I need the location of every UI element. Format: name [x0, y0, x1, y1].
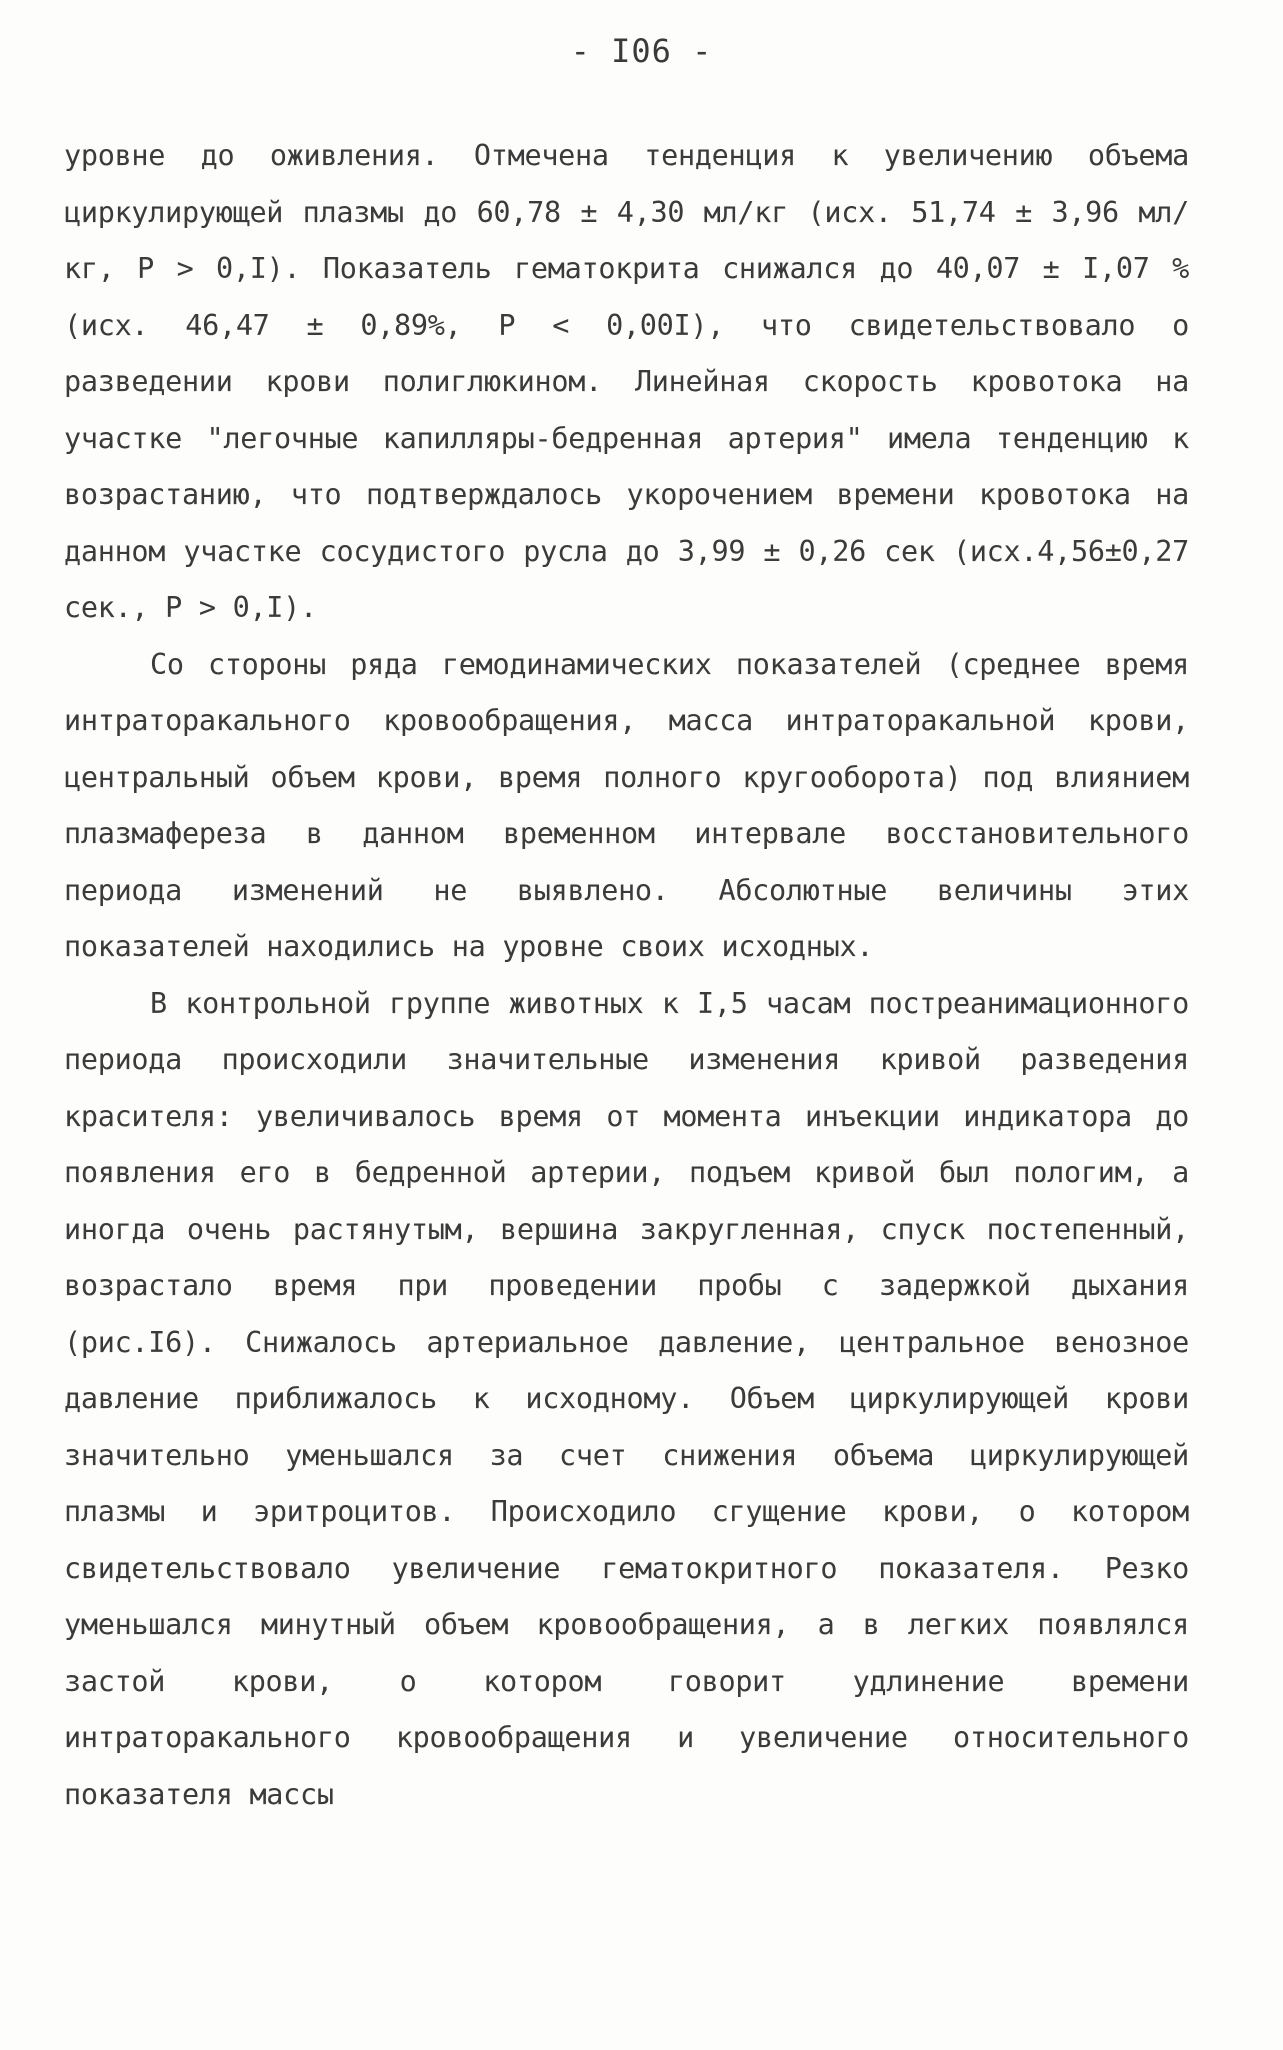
page-number: - I06 -	[570, 32, 713, 70]
paragraph-3: В контрольной группе животных к I,5 часам постреанимационного периода происходили значительные изменения кривой разведения красителя: увеличивалось время от момента инъекции индикатора до появления его в бедренной артерии, подъем кривой был пологим, а иногда очень растянутым, вершина закругленная, спуск постепенный, возрастало время при проведении пробы с задержкой дыхания (рис.I6). Снижалось артериальное давление, центральное венозное давление приближалось к исходному. Объем циркулирующей крови значительно уменьшался за счет снижения объема циркулирующей плазмы и эритроцитов. Происходило сгущение крови, о котором свидетельствовало увеличение гематокритного показателя. Резко уменьшался минутный объем кровообращения, а в легких появлялся застой крови, о котором говорит удлинение времени интраторакального кровообращения и увеличение относительного показателя массы	[64, 986, 1189, 1811]
body-text	[64, 128, 1189, 1823]
paragraph-2: Со стороны ряда гемодинамических показателей (среднее время интраторакального кровообращения, масса интраторакальной крови, центральный объем крови, время полного кругооборота) под влиянием плазмафереза в данном временном интервале восстановительного периода изменений не выявлено. Абсолютные величины этих показателей находились на уровне своих исходных.	[64, 647, 1189, 963]
paragraph-1: уровне до оживления. Отмечена тенденция к увеличению объема циркулирующей плазмы до 60,78 ± 4,30 мл/кг (исх. 51,74 ± 3,96 мл/кг, P > 0,I). Показатель гематокрита снижался до 40,07 ± I,07 % (исх. 46,47 ± 0,89%, P < 0,00I), что свидетельствовало о разведении крови полиглюкином. Линейная скорость кровотока на участке "легочные капилляры-бедренная артерия" имела тенденцию к возрастанию, что подтверждалось укорочением времени кровотока на данном участке сосудистого русла до 3,99 ± 0,26 сек (исх.4,56±0,27 сек., P > 0,I).	[64, 139, 1189, 624]
